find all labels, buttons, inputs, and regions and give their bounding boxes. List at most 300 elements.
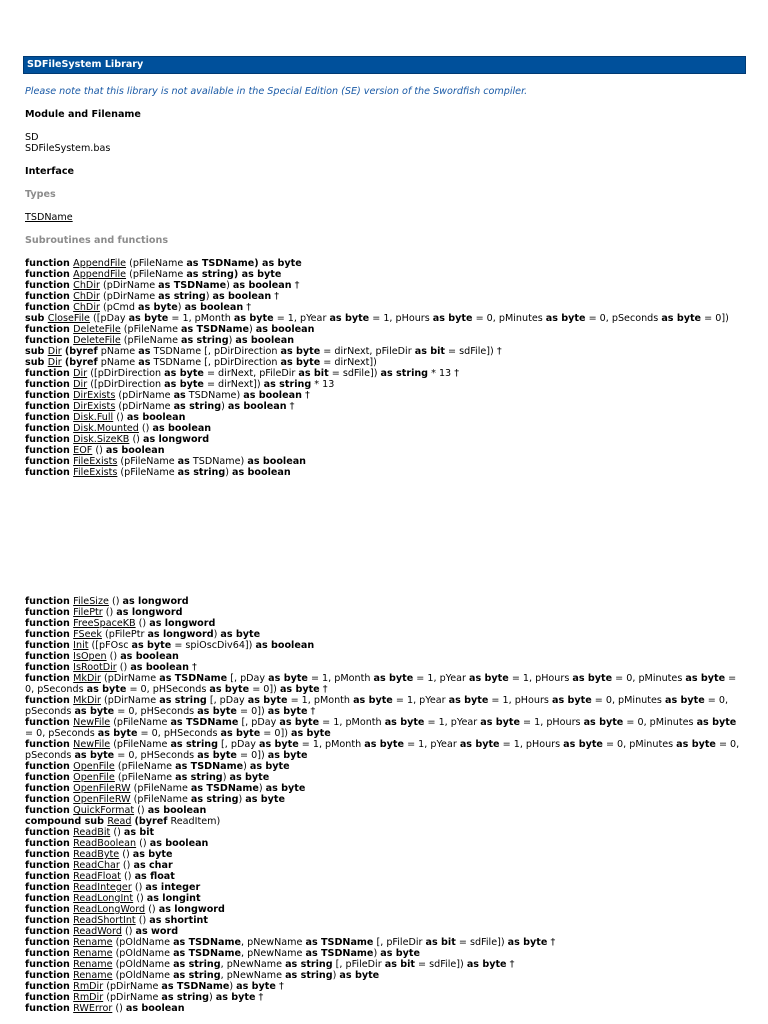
- function-link[interactable]: Rename: [73, 959, 113, 970]
- keyword-text: as byte: [364, 739, 405, 750]
- signature-text: , pNewName: [220, 959, 286, 970]
- function-link[interactable]: OpenFileRW: [73, 794, 131, 805]
- signature-text: (): [119, 860, 134, 871]
- signature-text: (): [108, 596, 123, 607]
- function-link[interactable]: FilePtr: [73, 607, 103, 618]
- function-link[interactable]: RmDir: [73, 981, 104, 992]
- keyword-text: function: [25, 739, 74, 750]
- signature-text: (pOldName: [112, 970, 174, 981]
- function-link[interactable]: Disk.Full: [73, 412, 114, 423]
- signature-text: = 1, pMonth: [168, 313, 234, 324]
- signature-text: = 0]): [236, 750, 268, 761]
- function-link[interactable]: ChDir: [73, 280, 100, 291]
- function-signature: [25, 618, 745, 629]
- function-link[interactable]: Dir: [73, 379, 88, 390]
- function-link[interactable]: OpenFile: [73, 772, 115, 783]
- signature-text: = 0]): [260, 728, 292, 739]
- signature-text: = 1, pHours: [369, 313, 433, 324]
- function-link[interactable]: DeleteFile: [73, 324, 121, 335]
- keyword-text: as string: [380, 368, 429, 379]
- keyword-text: as TSDName) as byte: [186, 258, 302, 269]
- keyword-text: function: [25, 629, 74, 640]
- keyword-text: sub: [25, 346, 48, 357]
- function-link[interactable]: ReadShortInt: [73, 915, 136, 926]
- function-signature: [25, 607, 745, 618]
- keyword-text: as byte: [128, 313, 169, 324]
- signature-text: ): [248, 324, 256, 335]
- function-signature: [25, 346, 745, 357]
- function-link[interactable]: Disk.SizeKB: [73, 434, 130, 445]
- keyword-text: function: [25, 596, 74, 607]
- keyword-text: function: [25, 434, 74, 445]
- signature-text: = 0]): [701, 313, 729, 324]
- keyword-text: function: [25, 893, 74, 904]
- function-link[interactable]: Read: [107, 816, 132, 827]
- function-signature: [25, 368, 745, 379]
- function-signature: [25, 379, 745, 390]
- signature-text: = 0, pSeconds: [25, 695, 729, 717]
- keyword-text: as byte: [507, 937, 548, 948]
- keyword-text: function: [25, 772, 74, 783]
- keyword-text: as longword: [116, 607, 183, 618]
- keyword-text: as bit: [384, 959, 415, 970]
- function-signature: [25, 816, 745, 827]
- keyword-text: function: [25, 1003, 74, 1014]
- function-link[interactable]: DeleteFile: [73, 335, 121, 346]
- function-signature: [25, 948, 745, 959]
- keyword-text: as byte: [132, 849, 173, 860]
- keyword-text: as byte: [220, 728, 261, 739]
- function-signature: [25, 937, 745, 948]
- keyword-text: as byte: [131, 640, 172, 651]
- function-signature: [25, 651, 745, 662]
- signature-text: = 0, pSeconds: [585, 313, 662, 324]
- keyword-text: as boolean: [227, 401, 287, 412]
- module-heading: Module and Filename: [25, 109, 141, 120]
- function-link[interactable]: FileExists: [73, 456, 118, 467]
- function-link[interactable]: AppendFile: [73, 269, 127, 280]
- signature-text: = 1, pHours: [499, 739, 564, 750]
- signature-text: (): [133, 893, 147, 904]
- keyword-text: as TSDName: [158, 280, 227, 291]
- function-link[interactable]: ReadFloat: [73, 871, 121, 882]
- keyword-text: as string: [159, 695, 207, 706]
- keyword-text: function: [25, 379, 74, 390]
- signature-text: ([pFOsc: [88, 640, 132, 651]
- keyword-text: as longword: [147, 629, 214, 640]
- keyword-text: as bit: [298, 368, 329, 379]
- keyword-text: as TSDName: [159, 673, 228, 684]
- keyword-text: function: [25, 269, 74, 280]
- keyword-text: as boolean: [125, 1003, 185, 1014]
- function-signature: [25, 893, 745, 904]
- keyword-text: function: [25, 401, 74, 412]
- function-link[interactable]: Rename: [73, 937, 113, 948]
- function-link[interactable]: Dir: [47, 346, 62, 357]
- signature-text: †: [301, 390, 310, 401]
- signature-text: (pDirName: [115, 401, 174, 412]
- keyword-text: function: [25, 761, 74, 772]
- signature-text: = 1, pYear: [404, 739, 460, 750]
- signature-text: = dirNext, pFileDir: [203, 368, 299, 379]
- signature-text: = 1, pMonth: [287, 695, 354, 706]
- keyword-text: function: [25, 970, 74, 981]
- keyword-text: function: [25, 926, 74, 937]
- keyword-text: (byref: [64, 346, 98, 357]
- signature-text: (): [112, 1003, 126, 1014]
- keyword-text: as boolean: [149, 838, 209, 849]
- function-link[interactable]: ReadLongWord: [73, 904, 146, 915]
- function-link[interactable]: ChDir: [73, 302, 100, 313]
- signature-text: (pCmd: [99, 302, 139, 313]
- function-link[interactable]: ReadWord: [73, 926, 122, 937]
- keyword-text: as TSDName: [170, 717, 239, 728]
- signature-text: (pFileName: [110, 739, 171, 750]
- keyword-text: sub: [25, 313, 48, 324]
- signature-text: ([pDay: [89, 313, 129, 324]
- keyword-text: as byte: [480, 717, 520, 728]
- function-signature: [25, 258, 745, 269]
- signature-text: [, pDay: [238, 717, 280, 728]
- keyword-text: as byte: [97, 728, 138, 739]
- keyword-text: as TSDName: [305, 948, 374, 959]
- keyword-text: as longword: [158, 904, 225, 915]
- signature-text: ): [222, 772, 230, 783]
- signature-text: TSDName): [185, 390, 244, 401]
- keyword-text: function: [25, 717, 74, 728]
- function-signature: [25, 739, 745, 761]
- keyword-text: function: [25, 302, 74, 313]
- signature-text: (pFileName: [117, 467, 178, 478]
- signature-text: = dirNext]): [203, 379, 264, 390]
- function-link[interactable]: FileSize: [73, 596, 109, 607]
- signature-text: = spiOscDiv64]): [171, 640, 256, 651]
- signature-text: †: [189, 662, 197, 673]
- function-link[interactable]: ReadBoolean: [73, 838, 137, 849]
- keyword-text: as string: [173, 401, 222, 412]
- function-link[interactable]: OpenFile: [73, 761, 115, 772]
- function-link[interactable]: ChDir: [73, 291, 100, 302]
- keyword-text: as longword: [142, 434, 210, 445]
- signature-text: = 0, pMinutes: [472, 313, 546, 324]
- keyword-text: as string: [175, 772, 223, 783]
- function-signature: [25, 1003, 745, 1014]
- function-signature: [25, 882, 745, 893]
- function-link[interactable]: EOF: [73, 445, 93, 456]
- function-link[interactable]: AppendFile: [73, 258, 127, 269]
- signature-text: †: [547, 937, 556, 948]
- signature-text: †: [243, 302, 252, 313]
- keyword-text: function: [25, 948, 74, 959]
- signature-text: = 1, pHours: [508, 673, 573, 684]
- function-link[interactable]: Dir: [73, 368, 88, 379]
- library-title: SDFileSystem Library: [27, 59, 144, 70]
- function-link[interactable]: CloseFile: [47, 313, 90, 324]
- keyword-text: as boolean: [235, 335, 295, 346]
- keyword-text: as byte: [661, 313, 702, 324]
- keyword-text: as boolean: [130, 662, 189, 673]
- function-list-1: [25, 258, 745, 478]
- keyword-text: function: [25, 904, 74, 915]
- keyword-text: (byref: [64, 357, 98, 368]
- keyword-text: as byte: [432, 313, 473, 324]
- keyword-text: as string: [181, 335, 229, 346]
- signature-text: (): [106, 651, 121, 662]
- keyword-text: as longword: [122, 596, 189, 607]
- keyword-text: function: [25, 423, 74, 434]
- keyword-text: as byte: [685, 673, 726, 684]
- signature-text: (pDirName: [101, 673, 160, 684]
- module-name: SD: [25, 132, 39, 143]
- signature-text: (): [129, 434, 143, 445]
- signature-text: = 1, pHours: [519, 717, 584, 728]
- keyword-text: function: [25, 981, 74, 992]
- signature-text: [, pDay: [227, 673, 269, 684]
- keyword-text: function: [25, 335, 74, 346]
- function-link[interactable]: MkDir: [73, 673, 101, 684]
- signature-text: = 1, pHours: [488, 695, 552, 706]
- function-link[interactable]: FileExists: [73, 467, 118, 478]
- function-signature: [25, 871, 745, 882]
- keyword-text: as byte: [572, 673, 613, 684]
- keyword-text: function: [25, 467, 74, 478]
- function-signature: [25, 695, 745, 717]
- keyword-text: function: [25, 280, 74, 291]
- signature-text: †: [307, 706, 316, 717]
- function-link[interactable]: OpenFileRW: [73, 783, 131, 794]
- types-list: [25, 212, 745, 223]
- keyword-text: as byte: [74, 750, 115, 761]
- keyword-text: as byte: [583, 717, 624, 728]
- signature-text: (pDirName: [99, 291, 159, 302]
- keyword-text: as boolean: [255, 324, 315, 335]
- keyword-text: as TSDName: [173, 937, 242, 948]
- interface-heading: Interface: [25, 166, 75, 177]
- signature-text: ReadItem): [167, 816, 221, 827]
- function-link[interactable]: DirExists: [73, 401, 116, 412]
- signature-text: ): [208, 992, 216, 1003]
- signature-text: (pOldName: [112, 948, 174, 959]
- function-link[interactable]: NewFile: [73, 717, 111, 728]
- function-link[interactable]: IsOpen: [73, 651, 107, 662]
- keyword-text: as bit: [425, 937, 456, 948]
- keyword-text: function: [25, 937, 74, 948]
- function-link[interactable]: ReadBit: [73, 827, 111, 838]
- signature-text: = 1, pYear: [413, 673, 470, 684]
- keyword-text: as boolean: [152, 423, 212, 434]
- function-signature: [25, 401, 745, 412]
- keyword-text: function: [25, 291, 74, 302]
- signature-text: (): [110, 827, 124, 838]
- signature-text: (pDirName: [115, 390, 174, 401]
- library-title-bar: [23, 56, 746, 74]
- keyword-text: function: [25, 618, 74, 629]
- function-link[interactable]: FSeek: [73, 629, 102, 640]
- keyword-text: as byte: [268, 673, 308, 684]
- function-link[interactable]: ReadLongInt: [73, 893, 134, 904]
- keyword-text: as string: [173, 970, 221, 981]
- function-signature: [25, 423, 745, 434]
- signature-text: (): [138, 423, 153, 434]
- keyword-text: as byte: [258, 739, 299, 750]
- keyword-text: as byte: [209, 684, 250, 695]
- signature-text: [, pDay: [217, 739, 259, 750]
- signature-text: (pFileName: [120, 324, 182, 335]
- subs-heading: Subroutines and functions: [25, 235, 169, 246]
- signature-text: †: [255, 992, 264, 1003]
- function-signature: [25, 445, 745, 456]
- keyword-text: function: [25, 871, 74, 882]
- signature-text: †: [286, 401, 295, 412]
- file-name: SDFileSystem.bas: [25, 143, 111, 154]
- document-page: [25, 56, 745, 1014]
- function-signature: [25, 838, 745, 849]
- signature-text: †: [291, 280, 300, 291]
- function-link[interactable]: Rename: [73, 970, 113, 981]
- keyword-text: as string: [170, 739, 218, 750]
- signature-text: (pOldName: [112, 937, 174, 948]
- keyword-text: as integer: [145, 882, 201, 893]
- types-heading: Types: [25, 189, 56, 200]
- signature-text: = sdFile]): [415, 959, 467, 970]
- function-link[interactable]: Dir: [47, 357, 62, 368]
- keyword-text: sub: [25, 357, 48, 368]
- function-link[interactable]: FreeSpaceKB: [73, 618, 136, 629]
- signature-text: (pFileName: [114, 761, 176, 772]
- signature-text: = 0, pHSeconds: [114, 750, 198, 761]
- function-signature: [25, 269, 745, 280]
- signature-text: = dirNext]): [320, 357, 377, 368]
- signature-text: TSDName): [189, 456, 248, 467]
- function-signature: [25, 335, 745, 346]
- signature-text: pName: [97, 357, 139, 368]
- signature-text: = 1, pMonth: [307, 673, 374, 684]
- keyword-text: as longword: [149, 618, 216, 629]
- signature-text: ([pDirDirection: [87, 379, 165, 390]
- keyword-text: as byte: [459, 739, 500, 750]
- signature-text: = dirNext, pFileDir: [320, 346, 415, 357]
- signature-text: = 1, pYear: [273, 313, 330, 324]
- keyword-text: as boolean: [243, 390, 302, 401]
- function-signature: [25, 794, 745, 805]
- signature-text: [, pFileDir: [332, 959, 385, 970]
- function-signature: [25, 662, 745, 673]
- signature-text: (pFileName: [126, 269, 187, 280]
- signature-text: (pDirName: [103, 992, 162, 1003]
- signature-text: ): [228, 335, 236, 346]
- function-link[interactable]: IsRootDir: [73, 662, 117, 673]
- function-signature: [25, 860, 745, 871]
- signature-text: (): [135, 915, 150, 926]
- signature-text: (): [134, 805, 148, 816]
- function-link[interactable]: Init: [73, 640, 89, 651]
- signature-text: = 0, pMinutes: [591, 695, 665, 706]
- keyword-text: as byte: [267, 750, 308, 761]
- keyword-text: as byte: [279, 717, 320, 728]
- signature-text: [, pFileDir: [373, 937, 426, 948]
- keyword-text: function: [25, 445, 74, 456]
- keyword-text: as TSDName: [175, 761, 244, 772]
- keyword-text: function: [25, 673, 74, 684]
- keyword-text: as byte: [74, 706, 115, 717]
- keyword-text: as string: [158, 291, 206, 302]
- keyword-text: function: [25, 838, 74, 849]
- signature-text: = 1, pMonth: [298, 739, 365, 750]
- keyword-text: function: [25, 915, 74, 926]
- keyword-text: as byte: [220, 629, 261, 640]
- keyword-text: as byte: [265, 783, 306, 794]
- keyword-text: as boolean: [232, 467, 291, 478]
- keyword-text: as TSDName: [173, 948, 242, 959]
- keyword-text: as string: [177, 467, 226, 478]
- function-signature: [25, 673, 745, 695]
- signature-text: (): [120, 871, 135, 882]
- function-link[interactable]: QuickFormat: [73, 805, 135, 816]
- signature-text: (pDirName: [101, 695, 160, 706]
- keyword-text: as byte: [676, 739, 716, 750]
- keyword-text: as char: [133, 860, 173, 871]
- signature-text: = 0, pHSeconds: [137, 728, 221, 739]
- function-signature: [25, 324, 745, 335]
- keyword-text: as: [138, 357, 151, 368]
- function-link[interactable]: RWError: [73, 1003, 113, 1014]
- signature-text: (): [121, 926, 136, 937]
- signature-text: (pDirName: [103, 981, 162, 992]
- signature-text: = 0, pHSeconds: [126, 684, 210, 695]
- signature-text: †: [506, 959, 515, 970]
- keyword-text: as byte: [267, 706, 308, 717]
- signature-text: (): [131, 882, 146, 893]
- signature-text: pName: [97, 346, 139, 357]
- function-link[interactable]: DirExists: [73, 390, 116, 401]
- keyword-text: as byte: [448, 695, 489, 706]
- keyword-text: as boolean: [247, 456, 307, 467]
- keyword-text: as byte: [247, 695, 288, 706]
- function-link[interactable]: RmDir: [73, 992, 104, 1003]
- function-link[interactable]: ReadInteger: [73, 882, 132, 893]
- function-signature: [25, 805, 745, 816]
- keyword-text: as: [138, 346, 151, 357]
- signature-text: = 0, pMinutes: [602, 739, 677, 750]
- function-signature: [25, 412, 745, 423]
- signature-text: = 0]): [236, 706, 268, 717]
- keyword-text: compound sub: [25, 816, 108, 827]
- function-link[interactable]: ReadByte: [73, 849, 120, 860]
- function-link[interactable]: MkDir: [73, 695, 101, 706]
- keyword-text: as string: [173, 959, 221, 970]
- signature-text: (): [119, 849, 133, 860]
- signature-text: [, pDay: [206, 695, 248, 706]
- keyword-text: as TSDName: [190, 783, 259, 794]
- function-link[interactable]: Disk.Mounted: [73, 423, 139, 434]
- keyword-text: as byte: [86, 684, 127, 695]
- function-link[interactable]: NewFile: [73, 739, 111, 750]
- keyword-text: as boolean: [212, 291, 272, 302]
- function-signature: [25, 970, 745, 981]
- keyword-text: as byte: [279, 684, 320, 695]
- keyword-text: as byte: [563, 739, 603, 750]
- keyword-text: function: [25, 695, 74, 706]
- keyword-text: as TSDName: [305, 937, 374, 948]
- signature-text: = 0]): [249, 684, 280, 695]
- keyword-text: as word: [135, 926, 179, 937]
- function-link[interactable]: ReadChar: [73, 860, 120, 871]
- type-link-tsdname[interactable]: TSDName: [25, 212, 73, 223]
- function-signature: [25, 849, 745, 860]
- function-signature: [25, 390, 745, 401]
- function-link[interactable]: Rename: [73, 948, 113, 959]
- keyword-text: as byte: [249, 761, 290, 772]
